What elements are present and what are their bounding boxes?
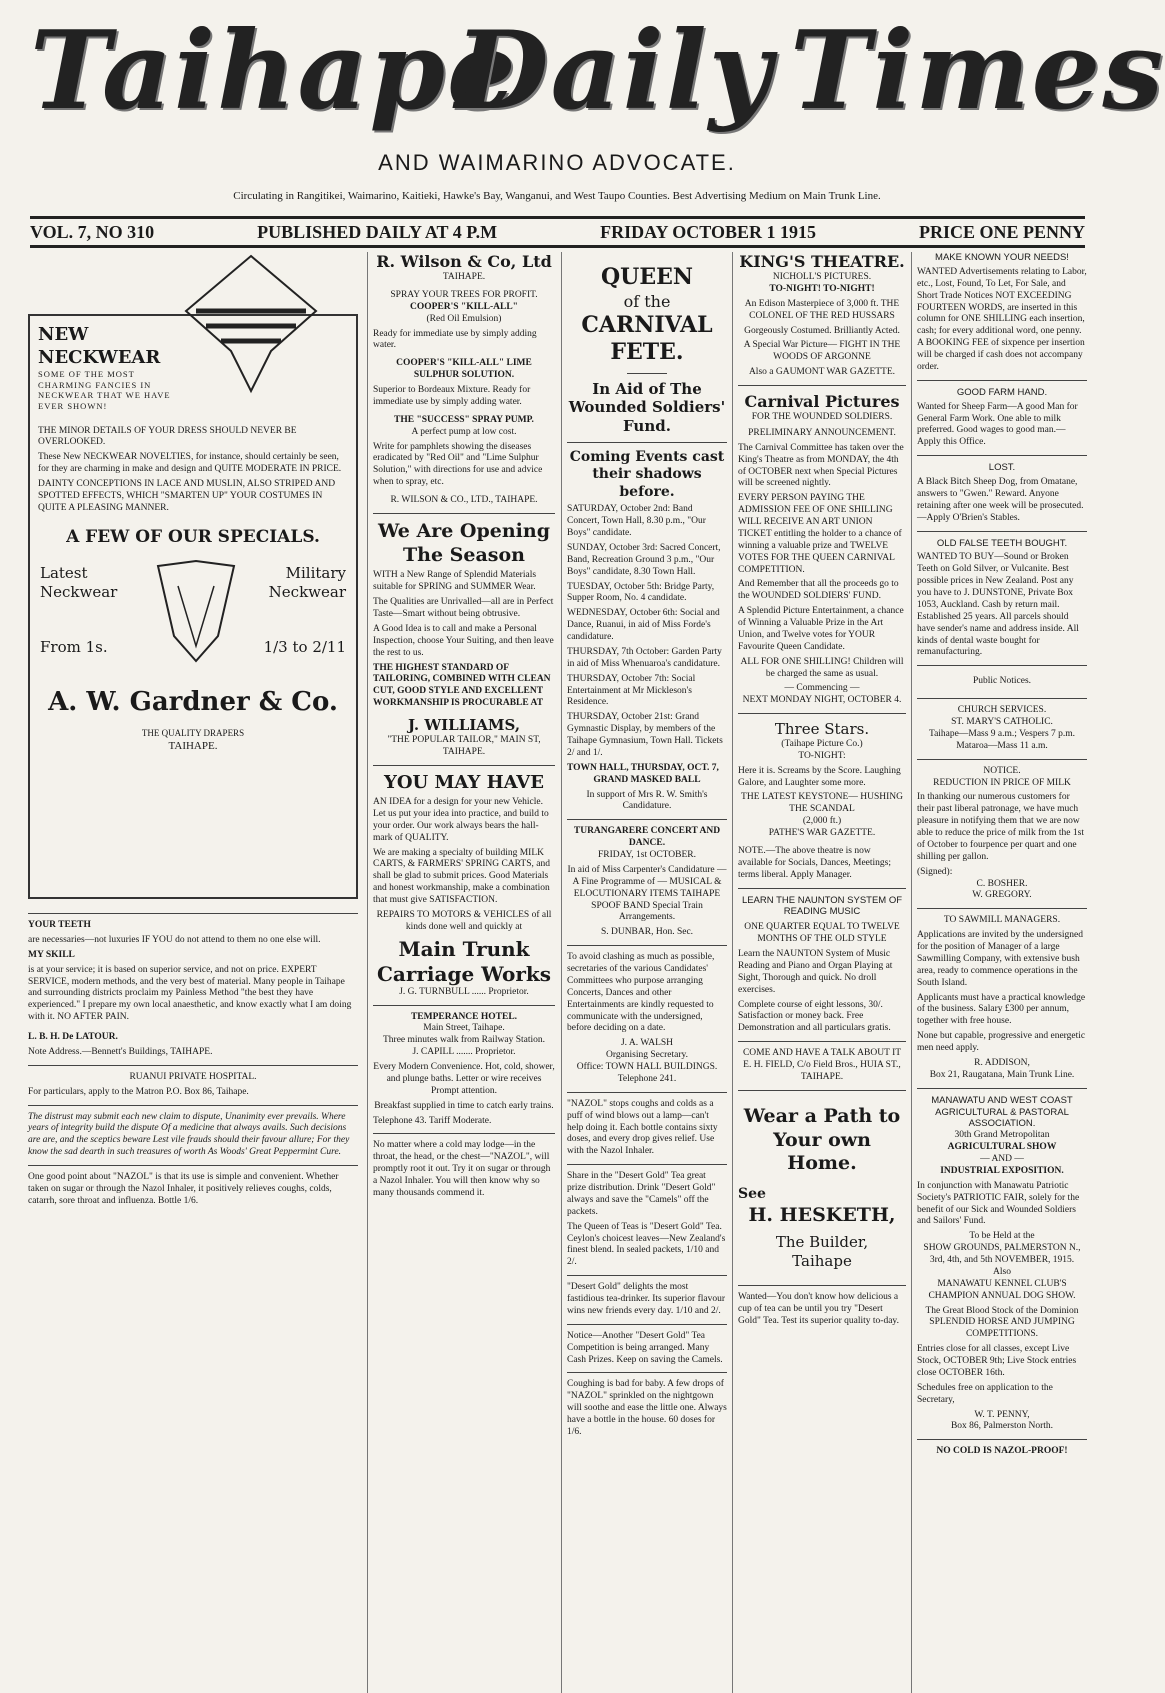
false-teeth-heading: OLD FALSE TEETH BOUGHT. bbox=[936, 537, 1068, 549]
of-the: of the bbox=[623, 291, 671, 311]
milk-reduction: REDUCTION IN PRICE OF MILK bbox=[933, 777, 1071, 788]
kings-theatre-heading: KING'S THEATRE. bbox=[739, 252, 905, 271]
event-8: TOWN HALL, THURSDAY, OCT. 7, bbox=[567, 762, 719, 773]
held-at: To be Held at the bbox=[969, 1231, 1035, 1242]
spray-heading: SPRAY YOUR TREES FOR PROFIT. bbox=[390, 289, 538, 300]
pathe-gazette: PATHE'S WAR GAZETTE. bbox=[768, 828, 876, 838]
latest-neckwear: Latest Neckwear bbox=[40, 563, 118, 601]
williams-address: "THE POPULAR TAILOR," MAIN ST, TAIHAPE. bbox=[387, 734, 541, 757]
bosher: C. BOSHER. bbox=[976, 878, 1028, 889]
column-divider bbox=[732, 252, 733, 1693]
and-label: — AND — bbox=[980, 1154, 1024, 1164]
desert-gold-2: The Queen of Teas is "Desert Gold" Tea. Ceylon's choicest leaves—New Zealand's finest blend. In sealed packets, 1/10 and 2/. bbox=[567, 1221, 726, 1268]
milk-text: In thanking our numerous customers for their past liberal patronage, we have much pleasure in notifying them that we are now able to reduce the price of milk from the 1st of October to fourpence per quart and one shilling per gallon. bbox=[917, 792, 1084, 862]
walsh-office: Office: TOWN HALL BUILDINGS. Telephone 241. bbox=[576, 1062, 718, 1084]
public-notices: Public Notices. bbox=[972, 676, 1032, 687]
volume-number: VOL. 7, NO 310 bbox=[30, 221, 155, 242]
pamphlet-text: Write for pamphlets showing the diseases eradicated by "Red Oil" and "Lime Sulphur Solution," with directions for use and advice when to spray, etc. bbox=[373, 441, 543, 488]
published-notice: PUBLISHED DAILY AT 4 P.M bbox=[257, 221, 498, 242]
hotel-telephone: Telephone 43. Tariff Moderate. bbox=[373, 1115, 492, 1126]
schedules: Schedules free on application to the Secretary, bbox=[917, 1382, 1053, 1405]
hospital-text: For particulars, apply to the Matron P.O. Box 86, Taihape. bbox=[28, 1086, 249, 1097]
event-5: THURSDAY, 7th October: Garden Party in aid of Miss Whenuaroa's candidature. bbox=[567, 646, 722, 669]
clashing-notice: To avoid clashing as much as possible, secretaries of the various Candidates' Committees who purpose arranging Concerts, Dances and other Entertainments are kindly requested to communicate with the undersigned, before deciding on a date. bbox=[567, 952, 715, 1034]
kill-all-1-text: Ready for immediate use by simply adding water. bbox=[373, 328, 537, 351]
wilson-town: TAIHAPE. bbox=[442, 272, 486, 282]
event-3: TUESDAY, October 5th: Bridge Party, Supper Room, No. 4 candidate. bbox=[567, 581, 715, 604]
the-builder: The Builder, bbox=[775, 1233, 869, 1252]
necktie-illustration bbox=[176, 251, 326, 401]
tonight-2: TO-NIGHT: bbox=[798, 750, 846, 761]
neckwear-para-1: THE MINOR DETAILS OF YOUR DRESS SHOULD NEVER BE OVERLOOKED. bbox=[38, 425, 297, 448]
neckwear-heading: NEW NECKWEAR bbox=[38, 324, 161, 368]
gregory: W. GREGORY. bbox=[972, 890, 1032, 901]
penny-address: Box 86, Palmerston North. bbox=[950, 1421, 1054, 1432]
metro-show: 30th Grand Metropolitan bbox=[954, 1130, 1050, 1141]
turangarere-text: In aid of Miss Carpenter's Candidature — A Fine Programme of — MUSICAL & ELOCUTIONARY ITEMS TAIHAPE SPOOF BAND Special Train Arrangements. bbox=[567, 864, 727, 923]
repairs-text: REPAIRS TO MOTORS & VEHICLES of all kinds done well and quickly at bbox=[376, 909, 552, 932]
turangarere-heading: TURANGARERE CONCERT AND DANCE. bbox=[573, 826, 721, 849]
hotel-street: Main Street, Taihape. bbox=[423, 1023, 505, 1034]
masthead-word-3: Times bbox=[790, 8, 1165, 134]
farm-hand-text: Wanted for Sheep Farm—A good Man for General Farm Work. One able to milk preferred. Good wages to good man.—Apply this Office. bbox=[917, 401, 1078, 448]
event-6: THURSDAY, October 7th: Social Entertainment at Mr Mickleson's Residence. bbox=[567, 673, 696, 708]
desert-gold-wanted: Wanted—You don't know how delicious a cup of tea can be until you try "Desert Gold" Tea. Test its superior quality to-day. bbox=[738, 1291, 899, 1326]
dentist-name: L. B. H. De LATOUR. bbox=[28, 1032, 118, 1042]
hotel-text-2: Every Modern Convenience. Hot, cold, shower, and plunge baths. Letter or wire receives Prompt attention. bbox=[373, 1062, 555, 1096]
coughing-advert: Coughing is bad for baby. A few drops of "NAZOL" sprinkled on the nightgown will soothe and ease the little one. Always have a bottle in the house. 60 doses for 1/6. bbox=[567, 1379, 727, 1437]
gardner-firm-name: A. W. Gardner & Co. bbox=[48, 686, 338, 717]
carnival-text-2: EVERY PERSON PAYING THE ADMISSION FEE OF ONE SHILLING WILL RECEIVE AN ART UNION TICKET entitling the holder to a chance of winning a valuable prize and TWELVE VOTES FOR THE QUEEN CARNIVAL COMPETITION. bbox=[738, 493, 902, 575]
dateline bbox=[30, 216, 1085, 248]
event-1: SATURDAY, October 2nd: Band Concert, Town Hall, 8.30 p.m., "Our Boys" candidate. bbox=[567, 504, 706, 538]
addison-box: Box 21, Raugatana, Main Trunk Line. bbox=[929, 1069, 1075, 1080]
special-war-picture: A Special War Picture— FIGHT IN THE WOODS OF ARGONNE bbox=[743, 340, 901, 363]
opening-para-4: THE HIGHEST STANDARD OF TAILORING, COMBINED WITH CLEAN CUT, GOOD STYLE AND EXCELLENT WORKMANSHIP IS PROCURABLE AT bbox=[373, 662, 551, 709]
column-1 bbox=[28, 252, 358, 1693]
carnival-text-1: The Carnival Committee has taken over the King's Theatre as from MONDAY, the 4th of OCTOBER next when Special Pictures will be screened nightly. bbox=[738, 442, 904, 489]
kill-all-1: COOPER'S "KILL-ALL" bbox=[410, 301, 518, 312]
make-known-heading: MAKE KNOWN YOUR NEEDS! bbox=[935, 252, 1069, 263]
military-price: 1/3 to 2/11 bbox=[263, 637, 346, 656]
spray-pump-text: A perfect pump at low cost. bbox=[411, 426, 517, 437]
hotel-text: Three minutes walk from Railway Station. bbox=[383, 1035, 545, 1046]
opening-para-2: The Qualities are Unrivalled—all are in Perfect Taste—Smart without being obtrusive. bbox=[373, 597, 554, 619]
neckwear-subheading: SOME OF THE MOST CHARMING FANCIES IN NECKWEAR THAT WE HAVE EVER SHOWN! bbox=[38, 369, 171, 411]
teeth-heading: YOUR TEETH bbox=[28, 920, 91, 930]
masthead bbox=[30, 8, 1165, 158]
sawmill-heading: TO SAWMILL MANAGERS. bbox=[943, 915, 1061, 926]
wear-a-path-heading: Wear a Path to Your own Home. bbox=[743, 1104, 901, 1175]
carnival-text-3: And Remember that all the proceeds go to the WOUNDED SOLDIERS' FUND. bbox=[738, 579, 899, 602]
false-teeth-text: WANTED TO BUY—Sound or Broken Teeth on Gold Silver, or Vulcanite. Best possible prices in New Zealand. Post any you have to J. DUNSTONE, Private Box 1053, Auckland. Cash by return mail. Established 25 years. All parcels should have sender's name and address inside. All kinds of dental waste bought for remanufacturing. bbox=[917, 552, 1079, 658]
you-may-have-heading: YOU MAY HAVE bbox=[384, 771, 544, 793]
preliminary-announcement: PRELIMINARY ANNOUNCEMENT. bbox=[748, 427, 896, 438]
nicholl-pictures: NICHOLL'S PICTURES. bbox=[772, 272, 872, 282]
you-may-have-text-2: We are making a specialty of building MILK CARTS, & FARMERS' SPRING CARTS, and shall be glad to submit prices. Good Materials and honest workmanship, make a combination that must give SATISFACTION. bbox=[373, 847, 550, 905]
spray-pump: THE "SUCCESS" SPRAY PUMP. bbox=[394, 414, 534, 425]
next-monday: NEXT MONDAY NIGHT, OCTOBER 4. bbox=[742, 695, 902, 706]
three-stars-heading: Three Stars. bbox=[774, 720, 870, 739]
column-4 bbox=[738, 252, 906, 1693]
you-may-have-text: AN IDEA for a design for your new Vehicle. Let us put your idea into practice, and build to your order. Our work always bears the hall-mark of QUALITY. bbox=[373, 797, 549, 843]
event-10: In support of Mrs R. W. Smith's Candidature. bbox=[586, 789, 708, 812]
come-and-talk: COME AND HAVE A TALK ABOUT IT bbox=[742, 1048, 902, 1059]
no-cold-nazol: NO COLD IS NAZOL-PROOF! bbox=[936, 1446, 1068, 1457]
williams-name: J. WILLIAMS, bbox=[407, 716, 521, 734]
column-5 bbox=[917, 252, 1087, 1693]
opening-heading: We Are Opening The Season bbox=[377, 519, 550, 566]
mass-times: Taihape—Mass 9 a.m.; Vespers 7 p.m. Mataroa—Mass 11 a.m. bbox=[928, 728, 1076, 751]
keystone-feature: THE LATEST KEYSTONE— HUSHING THE SCANDAL bbox=[741, 792, 903, 815]
industrial-exposition: INDUSTRIAL EXPOSITION. bbox=[940, 1165, 1064, 1176]
agricultural-show: AGRICULTURAL SHOW bbox=[947, 1142, 1057, 1153]
naunton-text-2: Complete course of eight lessons, 30/. Satisfaction or money back. Free Demonstration and all particulars gratis. bbox=[738, 999, 891, 1034]
nazol-advert-3: "NAZOL" stops coughs and colds as a puff of wind blows out a lamp—can't help doing it. Each bottle contains sixty doses, and every drop gives relief. Use with the Nazol Inhaler. bbox=[567, 1098, 718, 1157]
desert-gold-4: Notice—Another "Desert Gold" Tea Competition is being arranged. Many Cash Prizes. Keep on saving the Camels. bbox=[567, 1330, 723, 1365]
kennel-club: MANAWATU KENNEL CLUB'S CHAMPION ANNUAL DOG SHOW. bbox=[928, 1278, 1076, 1301]
gaumont-gazette: Also a GAUMONT WAR GAZETTE. bbox=[748, 367, 896, 378]
quality-drapers: THE QUALITY DRAPERS bbox=[141, 728, 245, 739]
neckwear-para-2: These New NECKWEAR NOVELTIES, for instance, should certainly be seen, for they are charming in make and design and QUITE MODERATE IN PRICE. bbox=[38, 452, 342, 475]
three-stars-text: Here it is. Screams by the Score. Laughing Galore, and Laughter some more. bbox=[738, 765, 901, 788]
peppermint-poem: The distrust may submit each new claim to dispute, Unanimity ever prevails. Where years of integrity build the dispute Of a medicine that always avails. Such decisions are are, and the sceptics beware Lest vile frauds should their favour allure; For they know the sad dearth in such treasures of worth As Woods' Great Peppermint Cure. bbox=[28, 1111, 350, 1158]
keystone-feet: (2,000 ft.) bbox=[802, 816, 842, 827]
column-2 bbox=[373, 252, 555, 1693]
event-4: WEDNESDAY, October 6th: Social and Dance, Ruanui, in aid of Miss Forde's candidature. bbox=[567, 608, 720, 642]
sawmill-text-2: Applicants must have a practical knowledge of the business. Salary £300 per annum, together with free house. bbox=[917, 992, 1086, 1027]
masthead-word-2: Daily bbox=[455, 8, 774, 134]
issue-date: FRIDAY OCTOBER 1 1915 bbox=[600, 221, 816, 242]
naunton-heading: LEARN THE NAUNTON SYSTEM OF READING MUSIC bbox=[741, 894, 903, 918]
column-divider bbox=[367, 252, 368, 1693]
walsh-name: J. A. WALSH bbox=[620, 1038, 674, 1049]
carriage-works-heading: Main Trunk Carriage Works bbox=[376, 936, 551, 986]
nazol-advert: One good point about "NAZOL" is that its use is simple and convenient. Whether taken on sugar or through the Nazol Inhaler, it positively relieves coughs, colds, catarrh, sore throat and influenza. Bottle 1/6. bbox=[28, 1172, 339, 1206]
dunbar-sec: S. DUNBAR, Hon. Sec. bbox=[600, 927, 694, 938]
specials-panel bbox=[38, 556, 348, 676]
hotel-text-3: Breakfast supplied in time to catch early trains. bbox=[374, 1100, 554, 1111]
entries-close: Entries close for all classes, except Live Stock, OCTOBER 9th; Live Stock entries close OCTOBER 16th. bbox=[917, 1344, 1077, 1378]
carnival-pictures-heading: Carnival Pictures bbox=[744, 392, 900, 411]
kill-all-2: COOPER'S "KILL-ALL" LIME SULPHUR SOLUTION. bbox=[396, 358, 532, 381]
turangarere-date: FRIDAY, 1st OCTOBER. bbox=[597, 850, 697, 860]
exposition-text: In conjunction with Manawatu Patriotic Society's PATRIOTIC FAIR, solely for the benefit of our Sick and Wounded Soldiers and Sailors' Fund. bbox=[917, 1180, 1080, 1227]
neckwear-para-3: DAINTY CONCEPTIONS IN LACE AND MUSLIN, ALSO STRIPED AND SPOTTED EFFECTS, WHICH "SMARTEN UP" YOUR COSTUMES IN QUITE A PLEASING MANNER. bbox=[38, 479, 336, 513]
dentist-address: Note Address.—Bennett's Buildings, TAIHAPE. bbox=[28, 1046, 213, 1057]
teeth-text: are necessaries—not luxuries IF YOU do not attend to them no one else will. bbox=[28, 934, 321, 945]
latest-price: From 1s. bbox=[40, 637, 108, 656]
carnival-heading: CARNIVAL bbox=[581, 311, 713, 338]
event-9: GRAND MASKED BALL bbox=[593, 774, 701, 785]
penny-secretary: W. T. PENNY, bbox=[974, 1409, 1030, 1420]
gardner-town: TAIHAPE. bbox=[168, 739, 218, 752]
wilson-signature: R. WILSON & CO., LTD., TAIHAPE. bbox=[390, 495, 538, 505]
st-marys: ST. MARY'S CATHOLIC. bbox=[951, 717, 1053, 727]
carnival-text-4: A Splendid Picture Entertainment, a chance of Winning a Valuable Prize in the Art Union, and Twelve votes for YOUR Favourite Queen Candidate. bbox=[738, 606, 904, 652]
circulation-line: Circulating in Rangitikei, Waimarino, Kaitieki, Hawke's Bay, Wanganui, and West Taupo Counties. Best Advertising Medium on Main Trunk Line. bbox=[233, 190, 881, 202]
hesketh-name: H. HESKETH, bbox=[748, 1203, 896, 1226]
queen-heading: QUEEN bbox=[601, 264, 693, 290]
make-known-text: WANTED Advertisements relating to Labor, etc., Lost, Found, To Let, For Sale, and Short Trade Notices NOT EXCEEDING FOURTEEN WORDS, are inserted in this column for ONE SHILLING each insertion, cash; for every additional word, one penny. A BOOKING FEE of sixpence per insertion will be charged if cash does not accompany order. bbox=[917, 266, 1087, 372]
gardner-advert bbox=[28, 314, 358, 899]
naunton-text: Learn the NAUNTON System of Music Reading and Piano and Organ Playing at Sight, Thorough and quick. No droll exercises. bbox=[738, 949, 893, 995]
kill-all-2-text: Superior to Bordeaux Mixture. Ready for immediate use by simply adding water. bbox=[373, 385, 531, 407]
military-neckwear: Military Neckwear bbox=[268, 563, 346, 601]
one-quarter: ONE QUARTER EQUAL TO TWELVE MONTHS OF THE OLD STYLE bbox=[744, 922, 900, 945]
see-label: See bbox=[738, 1186, 766, 1202]
desert-gold-3: "Desert Gold" delights the most fastidious tea-drinker. Its superior flavour wins new friends every day. 1/10 and 2/. bbox=[567, 1282, 726, 1316]
show-dates: 3rd, 4th, and 5th NOVEMBER, 1915. bbox=[929, 1255, 1075, 1265]
lost-text: A Black Bitch Sheep Dog, from Omatane, answers to "Gwen." Reward. Anyone retaining after one week will be prosecuted.—Apply O'Brien's Stables. bbox=[917, 477, 1084, 523]
kill-all-1-sub: (Red Oil Emulsion) bbox=[426, 313, 502, 324]
masthead-word-1: Taihape bbox=[30, 8, 518, 134]
turnbull-proprietor: J. G. TURNBULL ...... Proprietor. bbox=[399, 986, 529, 997]
sawmill-text: Applications are invited by the undersigned for the position of Manager of a large Sawmilling Company, with extensive bush area, ready to commence operations in the South Island. bbox=[917, 930, 1083, 988]
edison-feature-2: Gorgeously Costumed. Brilliantly Acted. bbox=[744, 325, 900, 336]
specials-heading: A FEW OF OUR SPECIALS. bbox=[66, 526, 320, 547]
field-address: E. H. FIELD, C/o Field Bros., HUIA ST., TAIHAPE. bbox=[743, 1060, 901, 1082]
also-label: Also bbox=[993, 1266, 1011, 1277]
price: PRICE ONE PENNY bbox=[918, 221, 1085, 242]
lost-heading: LOST. bbox=[988, 462, 1016, 474]
taihape-picture-co: (Taihape Picture Co.) bbox=[781, 738, 863, 749]
skill-text: is at your service; it is based on superior service, and not on price. EXPERT SERVICE, modern methods, and the very best of material. Many people in Taihape and surrounding districts proclaim my Painless Method "the best they have experienced." I prepare my own local anaesthetic, and know exactly what I am doing with it. NO AFTER PAIN. bbox=[28, 964, 352, 1023]
hotel-heading: TEMPERANCE HOTEL. bbox=[410, 1011, 518, 1022]
wounded-fund: Wounded Soldiers' Fund. bbox=[568, 398, 726, 435]
theatre-note: NOTE.—The above theatre is now available for Socials, Dances, Meetings; terms liberal. Apply Manager. bbox=[738, 845, 892, 880]
skill-heading: MY SKILL bbox=[28, 949, 75, 960]
in-aid-of: In Aid of The bbox=[592, 379, 702, 398]
notice-heading: NOTICE. bbox=[983, 765, 1021, 776]
capill-proprietor: J. CAPILL ....... Proprietor. bbox=[412, 1047, 516, 1058]
addison: R. ADDISON, bbox=[974, 1057, 1030, 1068]
subtitle: AND WAIMARINO ADVOCATE. bbox=[378, 150, 736, 175]
kennel-text: The Great Blood Stock of the Dominion SPLENDID HORSE AND JUMPING COMPETITIONS. bbox=[925, 1305, 1079, 1340]
carnival-text-5: ALL FOR ONE SHILLING! Children will be charged the same as usual. bbox=[740, 656, 904, 679]
event-7: THURSDAY, October 21st: Grand Gymnastic Display, by members of the Taihape Gymnasium, Town Hall. Tickets 2/ and 1/. bbox=[567, 712, 723, 758]
for-wounded: FOR THE WOUNDED SOLDIERS. bbox=[751, 412, 893, 422]
fete-heading: FETE. bbox=[610, 339, 684, 365]
opening-para-3: A Good Idea is to call and make a Personal Inspection, choose Your Suiting, and then leave the rest to us. bbox=[373, 623, 554, 658]
sawmill-text-3: None but capable, progressive and energetic men need apply. bbox=[917, 1031, 1086, 1053]
edison-feature: An Edison Masterpiece of 3,000 ft. THE COLONEL OF THE RED HUSSARS bbox=[744, 298, 900, 321]
show-grounds: SHOW GROUNDS, PALMERSTON N., bbox=[923, 1243, 1081, 1254]
farm-hand-heading: GOOD FARM HAND. bbox=[956, 386, 1048, 398]
event-2: SUNDAY, October 3rd: Sacred Concert, Band, Recreation Ground 3 p.m., "Our Boys" candidate, 8.30 Town Hall. bbox=[567, 542, 721, 577]
church-services: CHURCH SERVICES. bbox=[957, 705, 1047, 716]
commencing: — Commencing — bbox=[784, 683, 860, 694]
collar-illustration bbox=[148, 556, 244, 666]
hospital-heading: RUANUI PRIVATE HOSPITAL. bbox=[129, 1071, 257, 1082]
column-divider bbox=[561, 252, 562, 1693]
tonight: TO-NIGHT! TO-NIGHT! bbox=[769, 283, 875, 294]
desert-gold-1: Share in the "Desert Gold" Tea great prize distribution. Drink "Desert Gold" always and save the "Camels" off the packets. bbox=[567, 1171, 716, 1217]
column-3 bbox=[567, 252, 727, 1693]
column-divider bbox=[911, 252, 912, 1693]
signed: (Signed): bbox=[917, 866, 953, 877]
opening-para-1: WITH a New Range of Splendid Materials suitable for SPRING and SUMMER Wear. bbox=[373, 570, 537, 593]
coming-events-heading: Coming Events cast their shadows before. bbox=[569, 448, 725, 500]
wilson-heading: R. Wilson & Co, Ltd bbox=[376, 252, 552, 271]
nazol-advert-2: No matter where a cold may lodge—in the throat, the head, or the chest—"NAZOL", will promptly root it out. Try it on sugar or through a Nazol Inhaler. You will then know why so many thousands commend it. bbox=[373, 1140, 551, 1198]
hesketh-town: Taihape bbox=[792, 1252, 852, 1270]
walsh-title: Organising Secretary. bbox=[605, 1050, 689, 1061]
manawatu-heading: MANAWATU AND WEST COAST AGRICULTURAL & PASTORAL ASSOCIATION. bbox=[931, 1094, 1073, 1130]
